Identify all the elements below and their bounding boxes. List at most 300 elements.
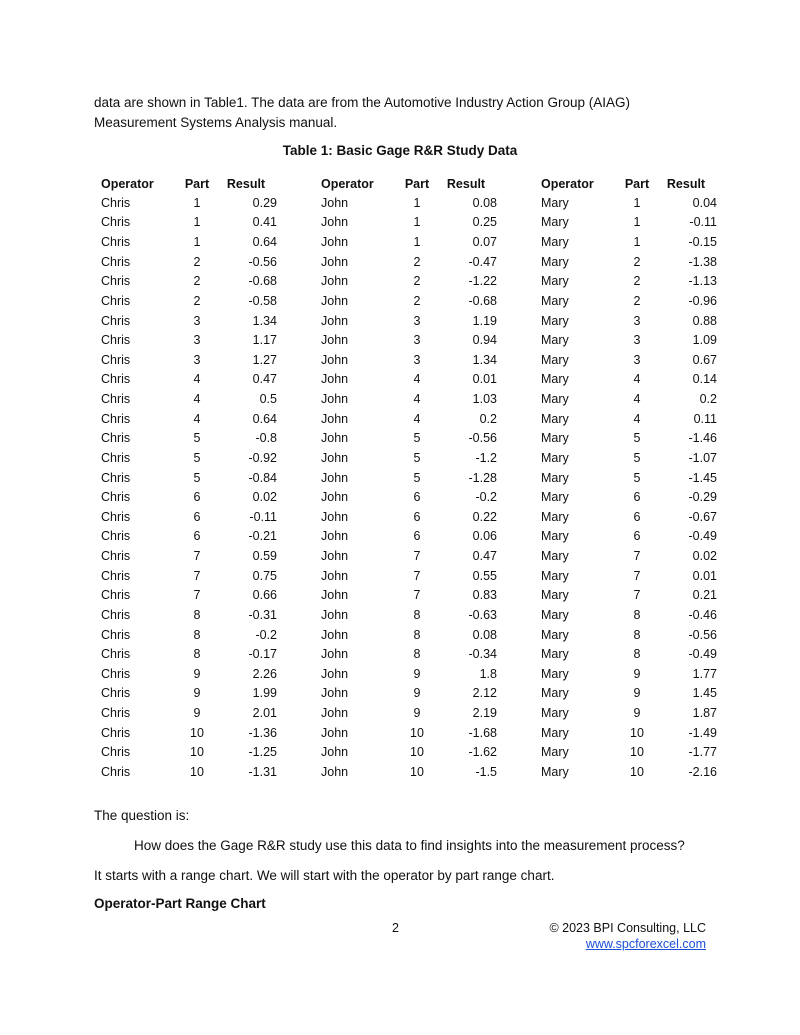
result-cell: -0.2: [475, 490, 497, 505]
operator-cell: Chris: [101, 470, 131, 485]
result-cell: -0.34: [468, 647, 497, 662]
operator-cell: Mary: [541, 588, 569, 603]
operator-cell: Mary: [541, 215, 569, 230]
part-cell: 2: [413, 274, 421, 289]
operator-cell: Mary: [541, 254, 569, 269]
operator-cell: John: [321, 195, 349, 210]
operator-cell: Mary: [541, 686, 569, 701]
part-cell: 8: [413, 647, 421, 662]
part-cell: 6: [193, 529, 201, 544]
operator-cell: Mary: [541, 293, 569, 308]
table-row: [94, 468, 720, 488]
part-cell: 2: [193, 293, 201, 308]
operator-cell: Mary: [541, 411, 569, 426]
table-row: [94, 330, 720, 350]
column-gap: [280, 389, 314, 409]
table-row: [94, 370, 720, 390]
operator-cell: Mary: [541, 352, 569, 367]
header-operator: Operator: [101, 176, 154, 191]
part-cell: 6: [413, 490, 421, 505]
part-cell: 8: [413, 627, 421, 642]
column-gap: [500, 546, 534, 566]
result-cell: -0.96: [688, 293, 717, 308]
table-row: [94, 566, 720, 586]
result-cell: -0.68: [248, 274, 277, 289]
part-cell: 7: [413, 568, 421, 583]
part-cell: 7: [193, 549, 201, 564]
operator-cell: John: [321, 313, 349, 328]
operator-cell: Chris: [101, 568, 131, 583]
intro-paragraph: [94, 93, 714, 133]
part-cell: 10: [190, 745, 204, 760]
part-cell: 3: [633, 333, 641, 348]
result-cell: -1.36: [248, 725, 277, 740]
part-cell: 10: [190, 764, 204, 779]
part-cell: 6: [633, 490, 641, 505]
operator-cell: John: [321, 509, 349, 524]
result-cell: 1.77: [692, 666, 717, 681]
result-cell: 1.34: [472, 352, 497, 367]
header-operator: Operator: [321, 176, 374, 191]
operator-cell: John: [321, 293, 349, 308]
column-gap: [500, 527, 534, 547]
table-row: [94, 546, 720, 566]
column-gap: [500, 586, 534, 606]
result-cell: 2.12: [472, 686, 497, 701]
result-cell: -0.29: [688, 490, 717, 505]
operator-cell: Mary: [541, 725, 569, 740]
part-cell: 3: [633, 352, 641, 367]
operator-cell: Chris: [101, 254, 131, 269]
result-cell: -2.16: [688, 764, 717, 779]
result-cell: -1.46: [688, 431, 717, 446]
operator-cell: Chris: [101, 411, 131, 426]
part-cell: 6: [413, 509, 421, 524]
result-cell: -0.63: [468, 607, 497, 622]
result-cell: 1.87: [692, 706, 717, 721]
result-cell: 1.34: [252, 313, 277, 328]
result-cell: 0.07: [472, 235, 497, 250]
table-row: [94, 703, 720, 723]
operator-cell: John: [321, 450, 349, 465]
table-row: [94, 684, 720, 704]
result-cell: -1.62: [468, 745, 497, 760]
operator-cell: Mary: [541, 607, 569, 622]
part-cell: 1: [633, 215, 641, 230]
part-cell: 1: [633, 195, 641, 210]
part-cell: 6: [413, 529, 421, 544]
column-gap: [280, 291, 314, 311]
column-gap: [280, 723, 314, 743]
operator-cell: Mary: [541, 392, 569, 407]
part-cell: 4: [413, 411, 421, 426]
result-cell: 2.19: [472, 706, 497, 721]
operator-cell: Chris: [101, 529, 131, 544]
operator-cell: Mary: [541, 568, 569, 583]
operator-cell: Chris: [101, 764, 131, 779]
operator-cell: Chris: [101, 745, 131, 760]
table-row: [94, 272, 720, 292]
part-cell: 2: [633, 254, 641, 269]
operator-cell: Mary: [541, 627, 569, 642]
operator-cell: John: [321, 490, 349, 505]
operator-cell: John: [321, 549, 349, 564]
result-cell: 0.21: [692, 588, 717, 603]
column-gap: [500, 429, 534, 449]
result-cell: -0.56: [688, 627, 717, 642]
table-row: [94, 213, 720, 233]
range-chart-intro: It starts with a range chart. We will start with the operator by part range chart.: [94, 868, 555, 883]
part-cell: 8: [193, 627, 201, 642]
table-title: Table 1: Basic Gage R&R Study Data: [282, 143, 518, 158]
part-cell: 3: [193, 352, 201, 367]
part-cell: 6: [633, 509, 641, 524]
column-gap: [280, 311, 314, 331]
table-row: [94, 743, 720, 763]
result-cell: 0.55: [472, 568, 497, 583]
operator-cell: John: [321, 411, 349, 426]
part-cell: 5: [633, 431, 641, 446]
copyright-text: © 2023 BPI Consulting, LLC: [549, 921, 706, 935]
operator-cell: Mary: [541, 490, 569, 505]
part-cell: 3: [413, 352, 421, 367]
column-gap: [280, 429, 314, 449]
column-gap: [280, 272, 314, 292]
result-cell: 0.75: [252, 568, 277, 583]
part-cell: 10: [630, 764, 644, 779]
column-gap: [280, 487, 314, 507]
operator-cell: Chris: [101, 293, 131, 308]
result-cell: 0.5: [259, 392, 277, 407]
result-cell: -1.77: [688, 745, 717, 760]
result-cell: -1.13: [688, 274, 717, 289]
operator-cell: John: [321, 431, 349, 446]
part-cell: 3: [633, 313, 641, 328]
column-gap: [500, 487, 534, 507]
part-cell: 8: [633, 607, 641, 622]
part-cell: 8: [193, 647, 201, 662]
operator-cell: Chris: [101, 450, 131, 465]
result-cell: 0.47: [472, 549, 497, 564]
column-gap: [280, 644, 314, 664]
operator-cell: Chris: [101, 627, 131, 642]
operator-cell: Chris: [101, 509, 131, 524]
result-cell: -0.2: [255, 627, 277, 642]
column-gap: [280, 174, 314, 193]
part-cell: 10: [630, 745, 644, 760]
header-result: Result: [226, 176, 266, 191]
part-cell: 9: [413, 666, 421, 681]
column-gap: [500, 213, 534, 233]
result-cell: 0.01: [472, 372, 497, 387]
operator-cell: Mary: [541, 745, 569, 760]
operator-cell: Mary: [541, 333, 569, 348]
column-gap: [280, 684, 314, 704]
part-cell: 6: [193, 490, 201, 505]
part-cell: 4: [413, 372, 421, 387]
column-gap: [500, 644, 534, 664]
part-cell: 10: [410, 764, 424, 779]
column-gap: [500, 389, 534, 409]
result-cell: 2.01: [252, 706, 277, 721]
result-cell: 0.01: [692, 568, 717, 583]
result-cell: 0.14: [692, 372, 717, 387]
operator-cell: Mary: [541, 372, 569, 387]
result-cell: 1.09: [692, 333, 717, 348]
result-cell: 1.8: [479, 666, 497, 681]
part-cell: 5: [633, 450, 641, 465]
result-cell: -0.15: [688, 235, 717, 250]
table-row: [94, 193, 720, 213]
column-gap: [280, 586, 314, 606]
part-cell: 2: [193, 274, 201, 289]
operator-cell: Chris: [101, 333, 131, 348]
part-cell: 10: [410, 745, 424, 760]
column-gap: [500, 723, 534, 743]
table-row: [94, 409, 720, 429]
result-cell: 0.25: [472, 215, 497, 230]
result-cell: 0.29: [252, 195, 277, 210]
part-cell: 4: [633, 372, 641, 387]
result-cell: 0.94: [472, 333, 497, 348]
result-cell: -1.25: [248, 745, 277, 760]
part-cell: 2: [633, 293, 641, 308]
table-header-row: [94, 174, 720, 193]
operator-cell: Mary: [541, 666, 569, 681]
result-cell: -1.07: [688, 450, 717, 465]
result-cell: 0.22: [472, 509, 497, 524]
table-row: [94, 527, 720, 547]
column-gap: [280, 350, 314, 370]
operator-cell: Chris: [101, 725, 131, 740]
part-cell: 7: [633, 588, 641, 603]
column-gap: [280, 743, 314, 763]
column-gap: [500, 311, 534, 331]
operator-cell: Chris: [101, 686, 131, 701]
result-cell: 0.06: [472, 529, 497, 544]
result-cell: -0.17: [248, 647, 277, 662]
operator-cell: John: [321, 470, 349, 485]
part-cell: 3: [413, 313, 421, 328]
part-cell: 7: [633, 568, 641, 583]
column-gap: [500, 507, 534, 527]
column-gap: [500, 174, 534, 193]
column-gap: [280, 193, 314, 213]
table-row: [94, 664, 720, 684]
table-row: [94, 232, 720, 252]
table-row: [94, 605, 720, 625]
column-gap: [500, 743, 534, 763]
column-gap: [500, 664, 534, 684]
column-gap: [500, 703, 534, 723]
part-cell: 5: [193, 431, 201, 446]
operator-cell: Chris: [101, 392, 131, 407]
part-cell: 10: [190, 725, 204, 740]
result-cell: 0.88: [692, 313, 717, 328]
part-cell: 8: [413, 607, 421, 622]
result-cell: -0.11: [249, 509, 277, 524]
operator-cell: Chris: [101, 490, 131, 505]
operator-cell: John: [321, 725, 349, 740]
part-cell: 1: [193, 235, 201, 250]
result-cell: -1.49: [688, 725, 717, 740]
column-gap: [280, 507, 314, 527]
column-gap: [280, 370, 314, 390]
column-gap: [500, 193, 534, 213]
part-cell: 9: [193, 706, 201, 721]
operator-cell: Mary: [541, 647, 569, 662]
operator-cell: John: [321, 333, 349, 348]
header-operator: Operator: [541, 176, 594, 191]
result-cell: -0.56: [468, 431, 497, 446]
operator-cell: Chris: [101, 607, 131, 622]
result-cell: -1.5: [475, 764, 497, 779]
operator-cell: Chris: [101, 372, 131, 387]
part-cell: 10: [630, 725, 644, 740]
part-cell: 3: [193, 313, 201, 328]
result-cell: -1.2: [475, 450, 497, 465]
gage-data-table: [94, 174, 720, 782]
column-gap: [500, 330, 534, 350]
result-cell: -1.38: [688, 254, 717, 269]
result-cell: 1.17: [252, 333, 277, 348]
table-body: [94, 193, 720, 782]
column-gap: [500, 232, 534, 252]
operator-cell: John: [321, 706, 349, 721]
part-cell: 1: [413, 215, 421, 230]
result-cell: 1.19: [472, 313, 497, 328]
column-gap: [280, 664, 314, 684]
part-cell: 9: [633, 706, 641, 721]
column-gap: [500, 448, 534, 468]
result-cell: -1.22: [468, 274, 497, 289]
operator-cell: Mary: [541, 529, 569, 544]
result-cell: 0.66: [252, 588, 277, 603]
operator-cell: John: [321, 764, 349, 779]
result-cell: 0.64: [252, 235, 277, 250]
operator-cell: Mary: [541, 431, 569, 446]
operator-cell: John: [321, 392, 349, 407]
operator-cell: John: [321, 607, 349, 622]
intro-line-2: Measurement Systems Analysis manual.: [94, 115, 338, 130]
result-cell: -0.11: [689, 215, 717, 230]
column-gap: [500, 291, 534, 311]
operator-cell: John: [321, 568, 349, 583]
part-cell: 8: [633, 627, 641, 642]
operator-cell: John: [321, 647, 349, 662]
part-cell: 4: [633, 411, 641, 426]
result-cell: 0.2: [699, 392, 717, 407]
result-cell: 1.99: [252, 686, 277, 701]
part-cell: 5: [193, 470, 201, 485]
part-cell: 5: [413, 431, 421, 446]
operator-cell: Mary: [541, 274, 569, 289]
result-cell: -0.67: [688, 509, 717, 524]
table-header: [94, 174, 720, 193]
result-cell: 0.67: [692, 352, 717, 367]
part-cell: 1: [633, 235, 641, 250]
page-number: 2: [392, 921, 399, 935]
column-gap: [500, 350, 534, 370]
operator-cell: Chris: [101, 647, 131, 662]
operator-cell: John: [321, 666, 349, 681]
operator-cell: John: [321, 235, 349, 250]
column-gap: [280, 527, 314, 547]
operator-cell: John: [321, 254, 349, 269]
result-cell: -0.56: [248, 254, 277, 269]
section-heading: Operator-Part Range Chart: [94, 896, 266, 911]
part-cell: 4: [413, 392, 421, 407]
table-row: [94, 507, 720, 527]
part-cell: 6: [193, 509, 201, 524]
result-cell: 0.02: [252, 490, 277, 505]
column-gap: [500, 409, 534, 429]
table-row: [94, 625, 720, 645]
column-gap: [500, 370, 534, 390]
part-cell: 4: [193, 372, 201, 387]
operator-cell: John: [321, 274, 349, 289]
part-cell: 5: [193, 450, 201, 465]
operator-cell: Mary: [541, 195, 569, 210]
result-cell: 2.26: [252, 666, 277, 681]
result-cell: -1.31: [248, 764, 277, 779]
part-cell: 4: [633, 392, 641, 407]
table-row: [94, 350, 720, 370]
result-cell: -0.84: [248, 470, 277, 485]
result-cell: -0.58: [248, 293, 277, 308]
result-cell: 1.03: [472, 392, 497, 407]
part-cell: 5: [413, 450, 421, 465]
part-cell: 10: [410, 725, 424, 740]
table-row: [94, 448, 720, 468]
column-gap: [500, 252, 534, 272]
column-gap: [280, 605, 314, 625]
column-gap: [280, 625, 314, 645]
part-cell: 1: [193, 195, 201, 210]
part-cell: 9: [413, 686, 421, 701]
part-cell: 2: [413, 254, 421, 269]
operator-cell: Chris: [101, 352, 131, 367]
result-cell: 0.08: [472, 195, 497, 210]
operator-cell: Chris: [101, 235, 131, 250]
result-cell: 0.64: [252, 411, 277, 426]
website-link[interactable]: www.spcforexcel.com: [585, 937, 706, 951]
header-result: Result: [446, 176, 486, 191]
operator-cell: John: [321, 372, 349, 387]
operator-cell: Chris: [101, 431, 131, 446]
result-cell: 0.04: [692, 195, 717, 210]
result-cell: -1.68: [468, 725, 497, 740]
result-cell: 1.45: [692, 686, 717, 701]
result-cell: 0.2: [479, 411, 497, 426]
column-gap: [280, 213, 314, 233]
column-gap: [500, 625, 534, 645]
result-cell: -0.47: [468, 254, 497, 269]
header-result: Result: [666, 176, 706, 191]
operator-cell: Mary: [541, 549, 569, 564]
column-gap: [500, 684, 534, 704]
table-row: [94, 723, 720, 743]
part-cell: 9: [193, 686, 201, 701]
column-gap: [280, 448, 314, 468]
table-row: [94, 389, 720, 409]
part-cell: 2: [633, 274, 641, 289]
part-cell: 1: [413, 235, 421, 250]
result-cell: 0.83: [472, 588, 497, 603]
question-lead: The question is:: [94, 808, 190, 823]
result-cell: -1.45: [688, 470, 717, 485]
table-row: [94, 762, 720, 782]
